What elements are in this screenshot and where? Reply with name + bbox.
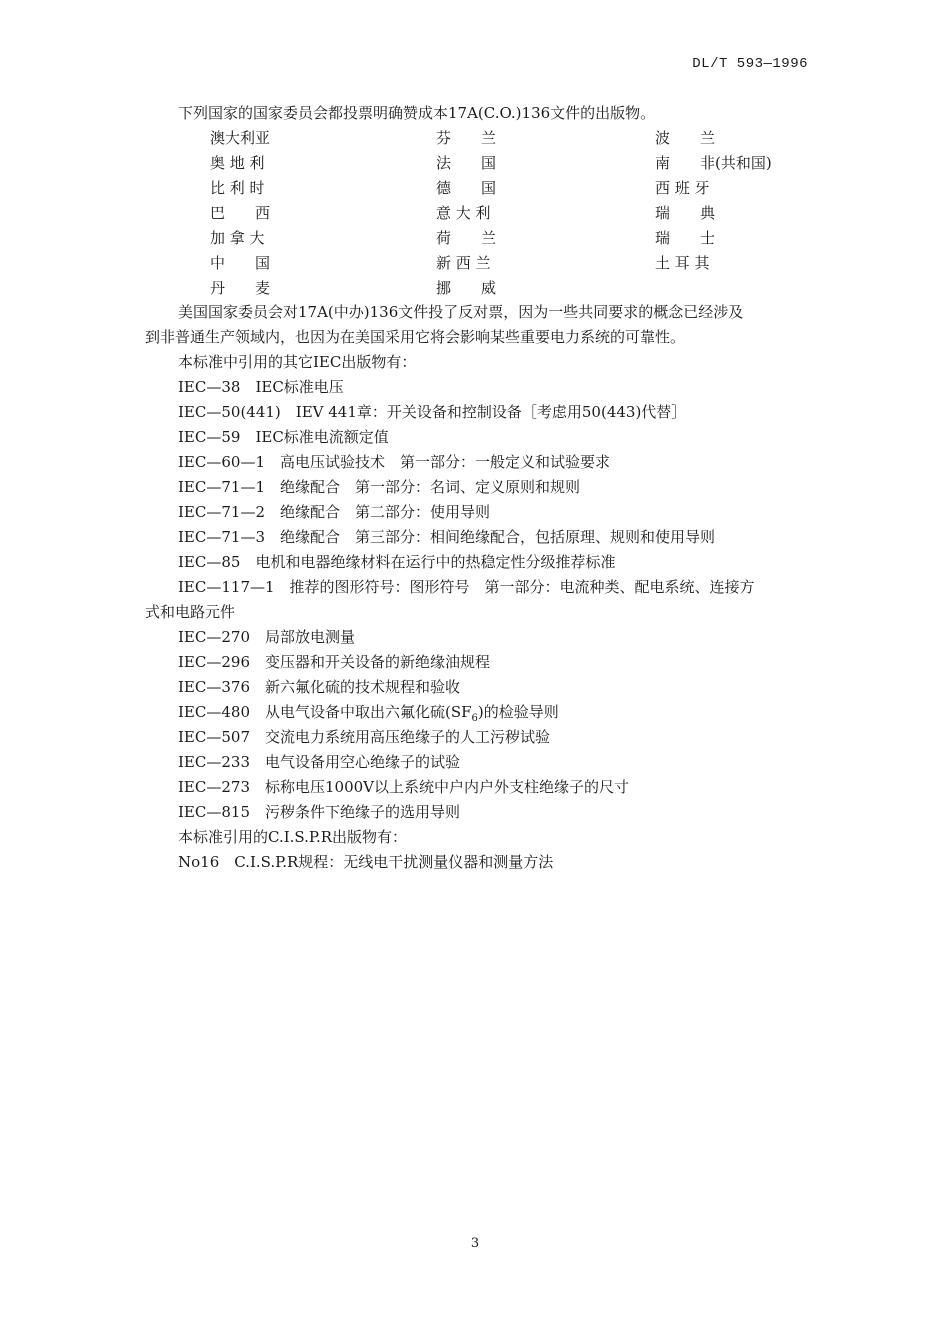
iec-reference: IEC—71—1 绝缘配合 第一部分：名词、定义原则和规则 bbox=[178, 478, 580, 496]
country-cell: 意 大 利 bbox=[436, 204, 491, 222]
country-cell: 比 利 时 bbox=[210, 179, 265, 197]
country-cell: 瑞 典 bbox=[655, 204, 716, 222]
iec-reference: IEC—85 电机和电器绝缘材料在运行中的热稳定性分级推荐标准 bbox=[178, 553, 616, 571]
country-cell: 巴 西 bbox=[210, 204, 271, 222]
country-cell: 澳大利亚 bbox=[210, 129, 271, 147]
country-cell: 土 耳 其 bbox=[655, 254, 710, 272]
iec-reference: IEC—71—3 绝缘配合 第三部分：相间绝缘配合，包括原理、规则和使用导则 bbox=[178, 528, 715, 546]
cispr-reference: No16 C.I.S.P.R规程：无线电干扰测量仪器和测量方法 bbox=[178, 853, 554, 871]
country-cell: 中 国 bbox=[210, 254, 271, 272]
us-vote-line: 美国国家委员会对17A(中办)136文件投了反对票，因为一些共同要求的概念已经涉及 bbox=[178, 303, 744, 321]
iec-heading: 本标准中引用的其它IEC出版物有： bbox=[178, 353, 417, 371]
iec480-subscript: 6 bbox=[471, 713, 478, 724]
iec-reference: IEC—60—1 高电压试验技术 第一部分：一般定义和试验要求 bbox=[178, 453, 610, 471]
country-cell: 新 西 兰 bbox=[436, 254, 491, 272]
iec-reference: IEC—270 局部放电测量 bbox=[178, 628, 355, 646]
iec-reference: IEC—71—2 绝缘配合 第二部分：使用导则 bbox=[178, 503, 490, 521]
iec-reference: IEC—507 交流电力系统用高压绝缘子的人工污秽试验 bbox=[178, 728, 550, 746]
cispr-heading: 本标准引用的C.I.S.P.R出版物有： bbox=[178, 828, 408, 846]
country-cell: 奥 地 利 bbox=[210, 154, 265, 172]
intro-paragraph: 下列国家的国家委员会都投票明确赞成本17A(C.O.)136文件的出版物。 bbox=[178, 104, 656, 122]
iec-reference: IEC—233 电气设备用空心绝缘子的试验 bbox=[178, 753, 460, 771]
iec-reference: IEC—38 IEC标准电压 bbox=[178, 378, 344, 396]
country-cell: 丹 麦 bbox=[210, 279, 271, 297]
iec-reference: IEC—50(441) IEV 441章：开关设备和控制设备［考虑用50(443)代替］ bbox=[178, 403, 687, 421]
country-cell: 波 兰 bbox=[655, 129, 716, 147]
page-number: 3 bbox=[470, 1236, 480, 1251]
country-cell: 加 拿 大 bbox=[210, 229, 265, 247]
iec-reference: IEC—815 污秽条件下绝缘子的选用导则 bbox=[178, 803, 460, 821]
iec-reference: IEC—296 变压器和开关设备的新绝缘油规程 bbox=[178, 653, 490, 671]
country-cell: 法 国 bbox=[436, 154, 497, 172]
iec-reference-continuation: 式和电路元件 bbox=[145, 603, 236, 621]
country-cell: 西 班 牙 bbox=[655, 179, 710, 197]
us-vote-line: 到非普通生产领域内，也因为在美国采用它将会影响某些重要电力系统的可靠性。 bbox=[145, 328, 686, 346]
iec-reference: IEC—376 新六氟化硫的技术规程和验收 bbox=[178, 678, 460, 696]
iec-reference: IEC—59 IEC标准电流额定值 bbox=[178, 428, 389, 446]
country-cell: 芬 兰 bbox=[436, 129, 497, 147]
country-cell: 南 非(共和国) bbox=[655, 154, 772, 172]
country-cell: 荷 兰 bbox=[436, 229, 497, 247]
iec480-text: IEC—480 从电气设备中取出六氟化硫(SF bbox=[178, 703, 472, 721]
iec-reference: IEC—273 标称电压1000V以上系统中户内户外支柱绝缘子的尺寸 bbox=[178, 778, 629, 796]
document-code: DL/T 593—1996 bbox=[692, 56, 808, 72]
iec-reference: IEC—117—1 推荐的图形符号：图形符号 第一部分：电流种类、配电系统、连接方 bbox=[178, 578, 755, 596]
country-cell: 瑞 士 bbox=[655, 229, 716, 247]
country-cell: 挪 威 bbox=[436, 279, 497, 297]
country-cell: 德 国 bbox=[436, 179, 497, 197]
iec-reference bbox=[178, 702, 559, 729]
iec480-text-end: )的检验导则 bbox=[477, 703, 559, 721]
